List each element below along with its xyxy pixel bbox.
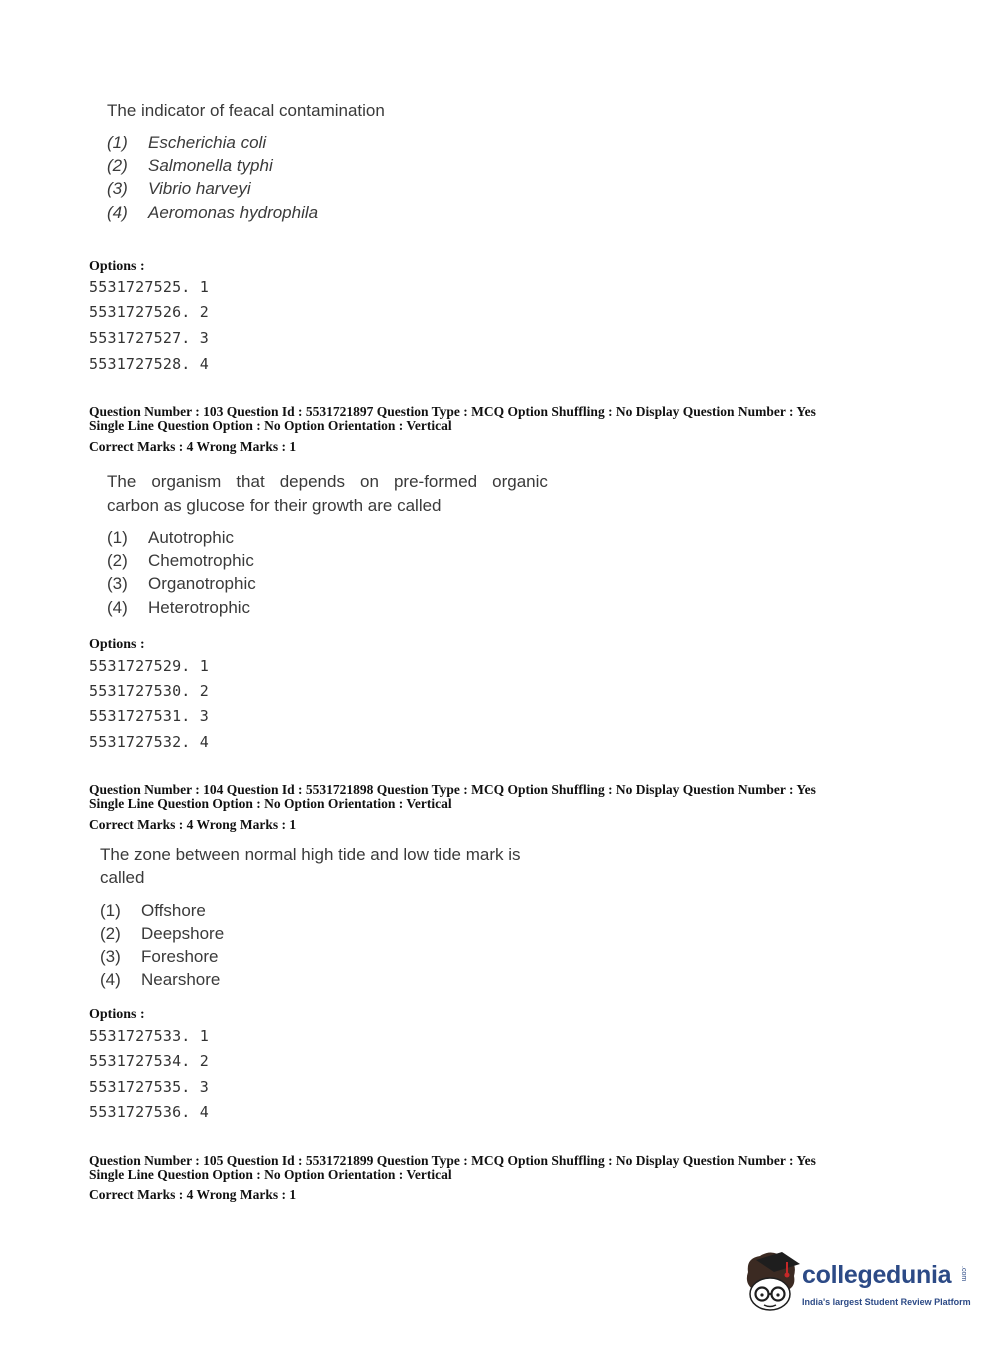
- q102-choice-1: [107, 133, 266, 153]
- q103-stem-line-1: [107, 472, 548, 492]
- q103-option-id-4: 5531727532. 4: [89, 733, 209, 751]
- collegedunia-logo: [742, 1250, 972, 1320]
- q104-options-label: Options :: [89, 1007, 145, 1022]
- q102-option-id-2: 5531727526. 2: [89, 303, 209, 321]
- q102-choice-4: [107, 203, 318, 223]
- logo-wordmark: collegedunia: [802, 1261, 952, 1289]
- q104-marks: Correct Marks : 4 Wrong Marks : 1: [89, 817, 297, 832]
- q103-options-label: Options :: [89, 637, 145, 652]
- stem-word: depends: [279, 472, 345, 491]
- q103-option-id-3: 5531727531. 3: [89, 707, 209, 725]
- choice-text: Organotrophic: [148, 574, 256, 593]
- choice-text: Aeromonas hydrophila: [148, 203, 319, 222]
- q103-option-id-1: 5531727529. 1: [89, 657, 209, 675]
- choice-number: (4): [107, 598, 128, 617]
- choice-number: (3): [100, 947, 121, 966]
- choice-text: Vibrio harveyi: [148, 179, 251, 198]
- q105-meta-line-2: Single Line Question Option : No Option Orientation : Vertical: [89, 1167, 452, 1182]
- q103-choice-3: [107, 574, 256, 594]
- q104-option-id-3: 5531727535. 3: [89, 1078, 209, 1096]
- choice-text: Foreshore: [141, 947, 219, 966]
- choice-number: (2): [107, 551, 128, 570]
- choice-text: Offshore: [141, 901, 206, 920]
- choice-text: Escherichia coli: [148, 133, 267, 152]
- q102-option-id-1: 5531727525. 1: [89, 278, 209, 296]
- q103-stem-line-2: carbon as glucose for their growth are called: [107, 496, 442, 515]
- choice-number: (4): [107, 203, 128, 222]
- q104-stem-line-1: The zone between normal high tide and low tide mark is: [100, 845, 521, 864]
- q102-option-id-3: 5531727527. 3: [89, 329, 209, 347]
- choice-number: (2): [107, 156, 128, 175]
- choice-number: (1): [107, 528, 128, 547]
- stem-word: organism: [151, 472, 222, 491]
- q103-choice-4: [107, 598, 250, 618]
- choice-text: Deepshore: [141, 924, 225, 943]
- mascot-icon: [742, 1250, 804, 1314]
- choice-number: (3): [107, 574, 128, 593]
- q102-stem: The indicator of feacal contamination: [107, 101, 385, 120]
- q104-option-id-2: 5531727534. 2: [89, 1052, 209, 1070]
- q104-option-id-4: 5531727536. 4: [89, 1103, 209, 1121]
- stem-word: pre-formed: [393, 472, 478, 491]
- logo-tagline: India's largest Student Review Platform: [802, 1297, 971, 1307]
- choice-number: (4): [100, 970, 121, 989]
- q104-choice-2: [100, 924, 224, 944]
- q102-choice-3: [107, 179, 251, 199]
- q104-option-id-1: 5531727533. 1: [89, 1027, 209, 1045]
- choice-text: Nearshore: [141, 970, 221, 989]
- q105-meta-line-1: Question Number : 105 Question Id : 5531721899 Question Type : MCQ Option Shuffling : No Display Question Number : Yes: [89, 1153, 816, 1168]
- q104-choice-4: [100, 970, 220, 990]
- q102-options-label: Options :: [89, 259, 145, 274]
- choice-text: Salmonella typhi: [148, 156, 273, 175]
- q104-choice-3: [100, 947, 218, 967]
- q104-choice-1: [100, 901, 206, 921]
- choice-number: (2): [100, 924, 121, 943]
- q102-option-id-4: 5531727528. 4: [89, 355, 209, 373]
- q104-meta-line-2: Single Line Question Option : No Option Orientation : Vertical: [89, 796, 452, 811]
- q103-meta-line-1: Question Number : 103 Question Id : 5531721897 Question Type : MCQ Option Shuffling : No Display Question Number : Yes: [89, 404, 816, 419]
- q104-stem-line-2: called: [100, 868, 145, 887]
- q103-choice-1: [107, 528, 234, 548]
- choice-text: Chemotrophic: [148, 551, 254, 570]
- q103-option-id-2: 5531727530. 2: [89, 682, 209, 700]
- choice-number: (1): [100, 901, 121, 920]
- stem-word: The: [107, 472, 137, 491]
- stem-word: organic: [492, 472, 548, 491]
- choice-number: (3): [107, 179, 128, 198]
- q102-choice-2: [107, 156, 273, 176]
- stem-word: on: [360, 472, 379, 491]
- stem-word: that: [236, 472, 265, 491]
- q103-meta-line-2: Single Line Question Option : No Option Orientation : Vertical: [89, 418, 452, 433]
- choice-text: Heterotrophic: [148, 598, 251, 617]
- q103-choice-2: [107, 551, 254, 571]
- logo-com: .com: [960, 1266, 967, 1282]
- q103-marks: Correct Marks : 4 Wrong Marks : 1: [89, 439, 297, 454]
- q104-meta-line-1: Question Number : 104 Question Id : 5531721898 Question Type : MCQ Option Shuffling : No Display Question Number : Yes: [89, 782, 816, 797]
- choice-number: (1): [107, 133, 128, 152]
- choice-text: Autotrophic: [148, 528, 234, 547]
- q105-marks: Correct Marks : 4 Wrong Marks : 1: [89, 1187, 297, 1202]
